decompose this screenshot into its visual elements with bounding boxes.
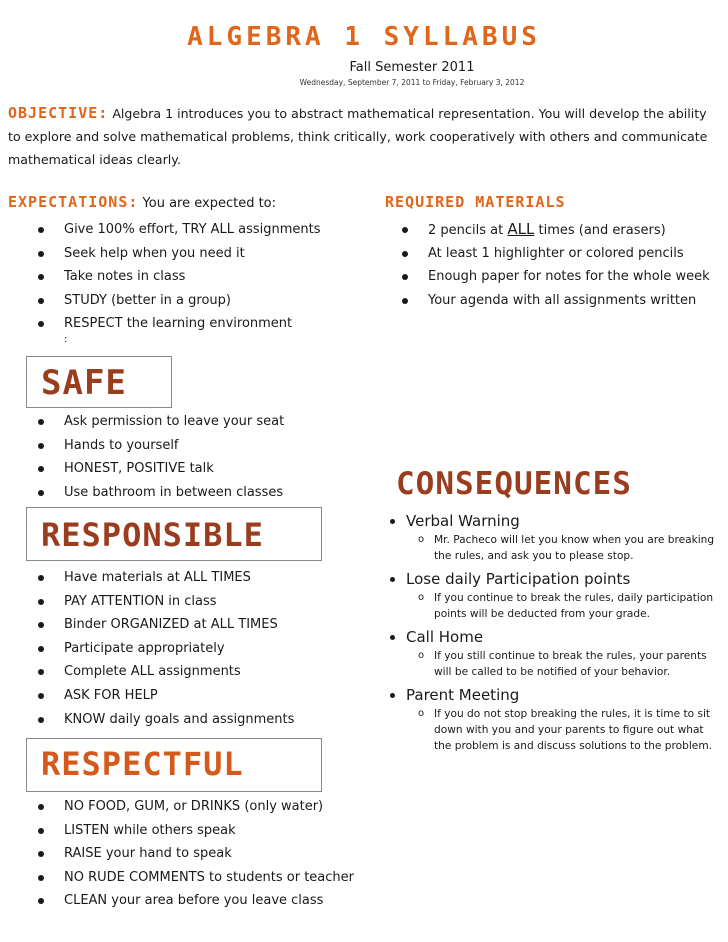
materials-item-emphasis: ALL — [507, 220, 535, 238]
consequence-title: Verbal Warning — [388, 510, 718, 532]
list-item: KNOW daily goals and assignments — [38, 708, 294, 732]
list-item: LISTEN while others speak — [38, 819, 354, 843]
expectations-label: EXPECTATIONS: — [8, 193, 139, 211]
list-item: Participate appropriately — [38, 637, 294, 661]
respectful-heading-box: RESPECTFUL — [26, 738, 322, 792]
list-item: NO RUDE COMMENTS to students or teacher — [38, 866, 354, 890]
consequence-detail: o If you do not stop breaking the rules, it is time to sit down with you and your parents to figure out what the problem is and discuss solutions to the problem. — [388, 706, 718, 754]
expectations-heading — [8, 193, 276, 211]
responsible-list — [38, 566, 294, 731]
list-item: CLEAN your area before you leave class — [38, 889, 354, 913]
list-item: PAY ATTENTION in class — [38, 590, 294, 614]
list-item: HONEST, POSITIVE talk — [38, 457, 284, 481]
materials-item-text: times (and erasers) — [534, 223, 666, 238]
responsible-heading-box: RESPONSIBLE — [26, 507, 322, 561]
materials-list — [402, 218, 710, 312]
list-item: Complete ALL assignments — [38, 660, 294, 684]
consequence-detail: o Mr. Pacheco will let you know when you are breaking the rules, and ask you to please stop. — [388, 532, 718, 564]
list-item: Binder ORGANIZED at ALL TIMES — [38, 613, 294, 637]
list-item: Use bathroom in between classes — [38, 481, 284, 505]
consequence-title: Lose daily Participation points — [388, 568, 718, 590]
semester-label: Fall Semester 2011 — [349, 60, 475, 75]
safe-heading-box: SAFE — [26, 356, 172, 408]
safe-list — [38, 410, 284, 504]
expectations-list — [38, 218, 321, 336]
objective-label: OBJECTIVE: — [8, 104, 109, 122]
list-item: At least 1 highlighter or colored pencils — [402, 242, 710, 266]
list-item: Take notes in class — [38, 265, 321, 289]
page-title: ALGEBRA 1 SYLLABUS — [187, 22, 541, 52]
list-item: Hands to yourself — [38, 434, 284, 458]
list-item: NO FOOD, GUM, or DRINKS (only water) — [38, 795, 354, 819]
semester-dates: Wednesday, September 7, 2011 to Friday, February 3, 2012 — [299, 78, 525, 87]
consequence-item — [388, 510, 718, 564]
list-item: Give 100% effort, TRY ALL assignments — [38, 218, 321, 242]
consequence-detail: o If you still continue to break the rules, your parents will be called to be notified of your behavior. — [388, 648, 718, 680]
objective-paragraph — [8, 102, 720, 171]
consequence-item — [388, 626, 718, 680]
list-item: RESPECT the learning environment — [38, 312, 321, 336]
consequence-title: Call Home — [388, 626, 718, 648]
list-item: Your agenda with all assignments written — [402, 289, 710, 313]
list-item: ASK FOR HELP — [38, 684, 294, 708]
consequence-item — [388, 568, 718, 622]
consequence-item — [388, 684, 718, 754]
consequences-heading: CONSEQUENCES — [396, 466, 632, 502]
list-item — [402, 218, 710, 242]
consequences-list — [388, 510, 718, 758]
list-item: Enough paper for notes for the whole week — [402, 265, 710, 289]
list-item: Ask permission to leave your seat — [38, 410, 284, 434]
consequence-detail: o If you continue to break the rules, daily participation points will be deducted from your grade. — [388, 590, 718, 622]
list-item: Have materials at ALL TIMES — [38, 566, 294, 590]
expectations-trailing: : — [64, 334, 68, 345]
list-item: Seek help when you need it — [38, 242, 321, 266]
consequence-title: Parent Meeting — [388, 684, 718, 706]
respectful-list — [38, 795, 354, 913]
list-item: STUDY (better in a group) — [38, 289, 321, 313]
list-item: RAISE your hand to speak — [38, 842, 354, 866]
objective-text: Algebra 1 introduces you to abstract mathematical representation. You will develop the ability to explore and solve mathematical problems, think critically, work cooperatively with others and communicate mathematical ideas clearly. — [8, 106, 708, 167]
materials-heading: REQUIRED MATERIALS — [385, 193, 566, 211]
materials-item-text: 2 pencils at — [428, 223, 508, 238]
expectations-intro: You are expected to: — [138, 196, 277, 211]
